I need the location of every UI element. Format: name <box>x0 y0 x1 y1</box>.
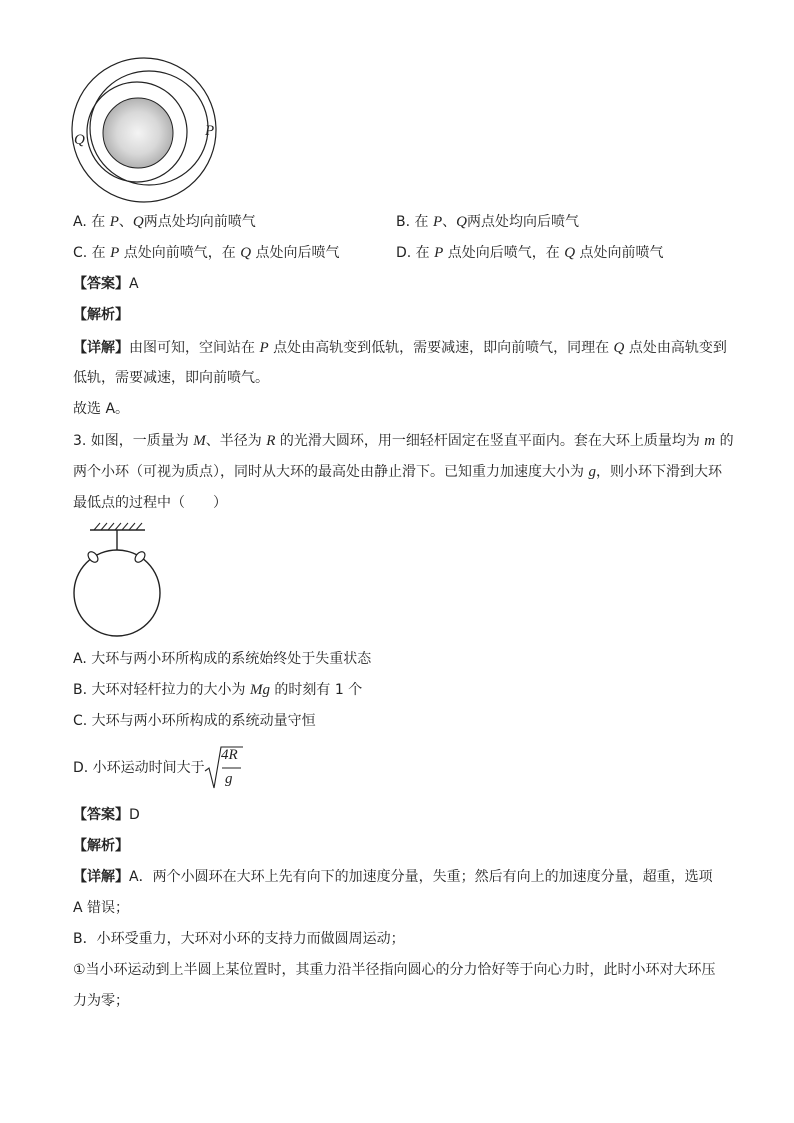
q2-detail-line-1: 【详解】由图可知，空间站在 P 点处由高轨变到低轨，需要减速，即向前喷气，同理在 Q 点处由高轨变到 <box>73 340 727 356</box>
sqrt-denominator: g <box>225 771 233 787</box>
q3-option-b[interactable]: B. 大环对轻杆拉力的大小为 Mg 的时刻有 1 个 <box>73 682 363 698</box>
q3-detail-a-line-2: A 错误； <box>73 900 130 916</box>
q3-analysis-heading: 【解析】 <box>73 838 129 854</box>
q3-stem-line-1: 3. 如图，一质量为 M、半径为 R 的光滑大圆环，用一细轻杆固定在竖直平面内。套在大环上质量均为 m 的 <box>73 433 734 449</box>
q2-conclusion: 故选 A。 <box>73 401 130 417</box>
small-ring-right <box>133 550 147 564</box>
q2-detail-line-2: 低轨，需要减速，即向前喷气。 <box>73 370 269 386</box>
q2-option-a[interactable]: A. 在 P、Q两点处均向前喷气 <box>73 214 256 230</box>
q3-answer: 【答案】D <box>73 807 140 823</box>
q3-detail-b-line-1: B．小环受重力，大环对小环的支持力而做圆周运动； <box>73 931 405 947</box>
q3-detail-a-line-1: 【详解】A．两个小圆环在大环上先有向下的加速度分量，失重；然后有向上的加速度分量，超重，选项 <box>73 869 713 885</box>
sqrt-numerator: 4R <box>221 747 238 763</box>
large-ring <box>74 550 160 636</box>
planet <box>103 98 173 168</box>
ceiling-hatch <box>94 523 142 530</box>
point-q-label: Q <box>74 132 85 148</box>
orbit-figure <box>0 0 794 200</box>
q3-detail-c-line-2: 力为零； <box>73 993 129 1009</box>
q2-option-b[interactable]: B. 在 P、Q两点处均向后喷气 <box>396 214 579 230</box>
q3-option-d[interactable]: D. 小环运动时间大于 <box>73 760 205 776</box>
point-p-label: P <box>205 123 215 139</box>
q3-stem-line-2: 两个小环（可视为质点），同时从大环的最高处由静止滑下。已知重力加速度大小为 g，则小环下滑到大环 <box>73 464 722 480</box>
q2-option-c[interactable]: C. 在 P 点处向前喷气，在 Q 点处向后喷气 <box>73 245 340 261</box>
q3-detail-c-line-1: ①当小环运动到上半圆上某位置时，其重力沿半径指向圆心的分力恰好等于向心力时，此时小环对大环压 <box>73 962 716 978</box>
q3-option-c[interactable]: C. 大环与两小环所构成的系统动量守恒 <box>73 713 316 729</box>
q3-option-a[interactable]: A. 大环与两小环所构成的系统始终处于失重状态 <box>73 651 372 667</box>
q3-stem-line-3: 最低点的过程中（ ） <box>73 495 227 511</box>
q2-analysis-heading: 【解析】 <box>73 307 129 323</box>
q2-option-d[interactable]: D. 在 P 点处向后喷气，在 Q 点处向前喷气 <box>396 245 664 261</box>
q2-answer: 【答案】A <box>73 276 139 292</box>
